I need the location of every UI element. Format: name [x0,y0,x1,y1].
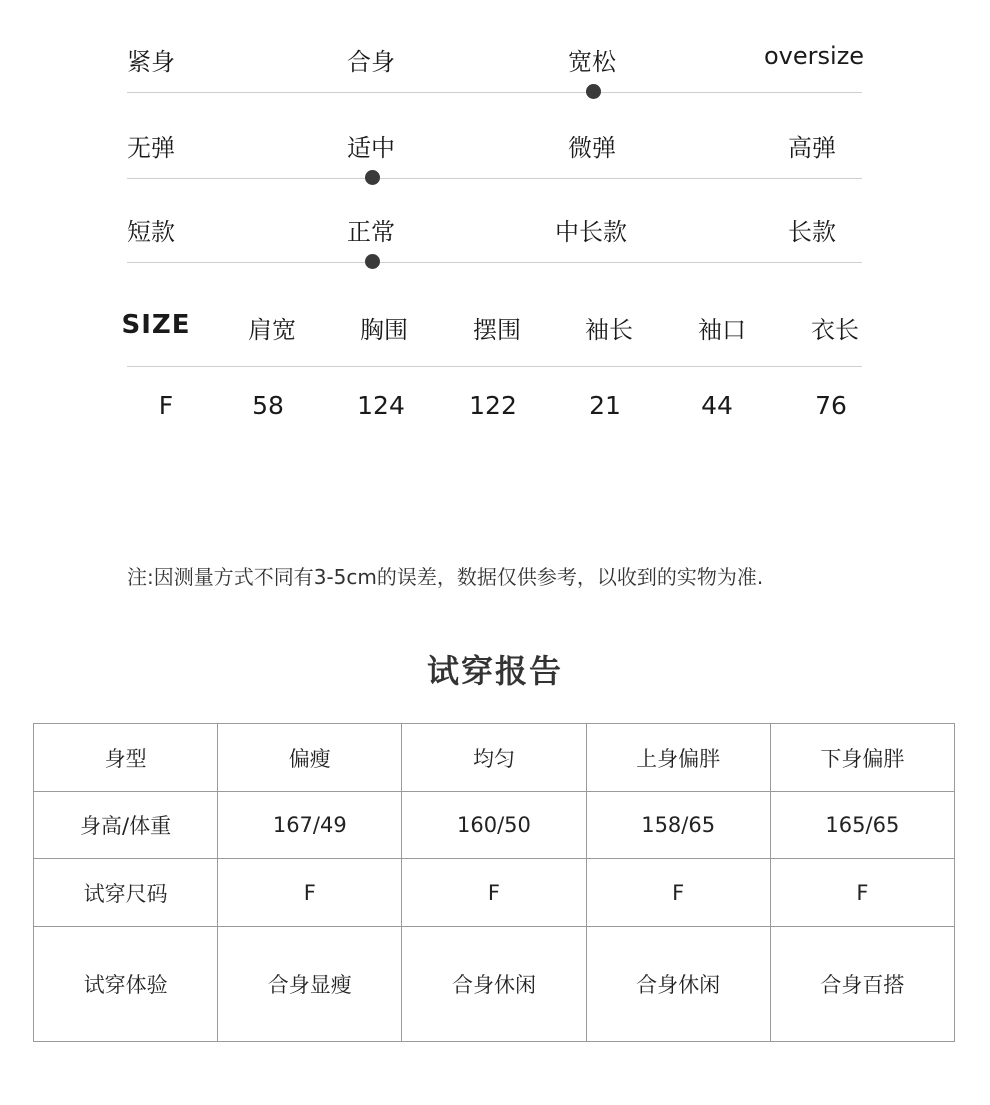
table-cell: 偏瘦 [218,724,402,792]
size-header-cell: 胸围 [360,316,408,344]
scale-line [127,178,862,179]
scale-marker [365,170,380,185]
scale-option: oversize [764,42,865,70]
size-table [121,310,862,431]
table-cell: 合身休闲 [402,927,586,1042]
elasticity-scale [127,128,862,160]
size-header-cell: 衣长 [811,316,859,344]
length-scale-labels [127,212,862,244]
row-header-cell: 身型 [34,724,218,792]
table-cell: 上身偏胖 [586,724,770,792]
scale-line [127,262,862,263]
size-table-divider [127,366,862,367]
size-header-cell: SIZE [121,310,191,340]
measurement-note: 注:因测量方式不同有3-5cm的误差，数据仅供参考，以收到的实物为准. [127,565,764,589]
size-cell: 58 [252,391,284,420]
table-cell: F [586,859,770,927]
table-cell: 160/50 [402,792,586,859]
scale-option: 微弹 [568,134,616,162]
row-header-cell: 试穿尺码 [34,859,218,927]
size-cell: 21 [589,391,621,420]
size-cell: 44 [701,391,733,420]
length-scale [127,212,862,244]
table-cell: 合身显瘦 [218,927,402,1042]
scale-option: 无弹 [127,134,175,162]
table-row [34,859,955,927]
table-cell: F [218,859,402,927]
table-row [34,792,955,859]
table-cell: 165/65 [770,792,954,859]
scale-marker [365,254,380,269]
table-row [34,927,955,1042]
table-cell: 167/49 [218,792,402,859]
table-cell: 下身偏胖 [770,724,954,792]
size-table-header [121,310,862,350]
size-cell: 124 [357,391,405,420]
scale-option: 高弹 [788,134,836,162]
scale-option: 长款 [788,218,836,246]
size-header-cell: 肩宽 [248,316,296,344]
scale-option: 适中 [347,134,395,162]
size-cell: 76 [815,391,847,420]
table-cell: 合身百搭 [770,927,954,1042]
size-header-cell: 摆围 [473,316,521,344]
scale-line [127,92,862,93]
fit-scale [127,42,865,76]
fitting-report-table [33,723,955,1042]
size-header-cell: 袖口 [698,316,746,344]
table-cell: 158/65 [586,792,770,859]
scale-option: 短款 [127,218,175,246]
size-header-cell: 袖长 [585,316,633,344]
row-header-cell: 身高/体重 [34,792,218,859]
table-cell: 均匀 [402,724,586,792]
scale-option: 紧身 [127,48,175,76]
size-table-row [127,391,862,431]
size-cell: 122 [469,391,517,420]
table-cell: F [770,859,954,927]
table-cell: F [402,859,586,927]
scale-marker [586,84,601,99]
report-title: 试穿报告 [426,652,563,690]
table-cell: 合身休闲 [586,927,770,1042]
scale-option: 合身 [347,48,395,76]
scale-option: 中长款 [555,218,627,246]
row-header-cell: 试穿体验 [34,927,218,1042]
scale-option: 正常 [347,218,395,246]
elasticity-scale-labels [127,128,862,160]
fit-scale-labels [127,42,865,76]
scale-option: 宽松 [568,48,616,76]
size-cell: F [158,391,174,420]
table-row [34,724,955,792]
